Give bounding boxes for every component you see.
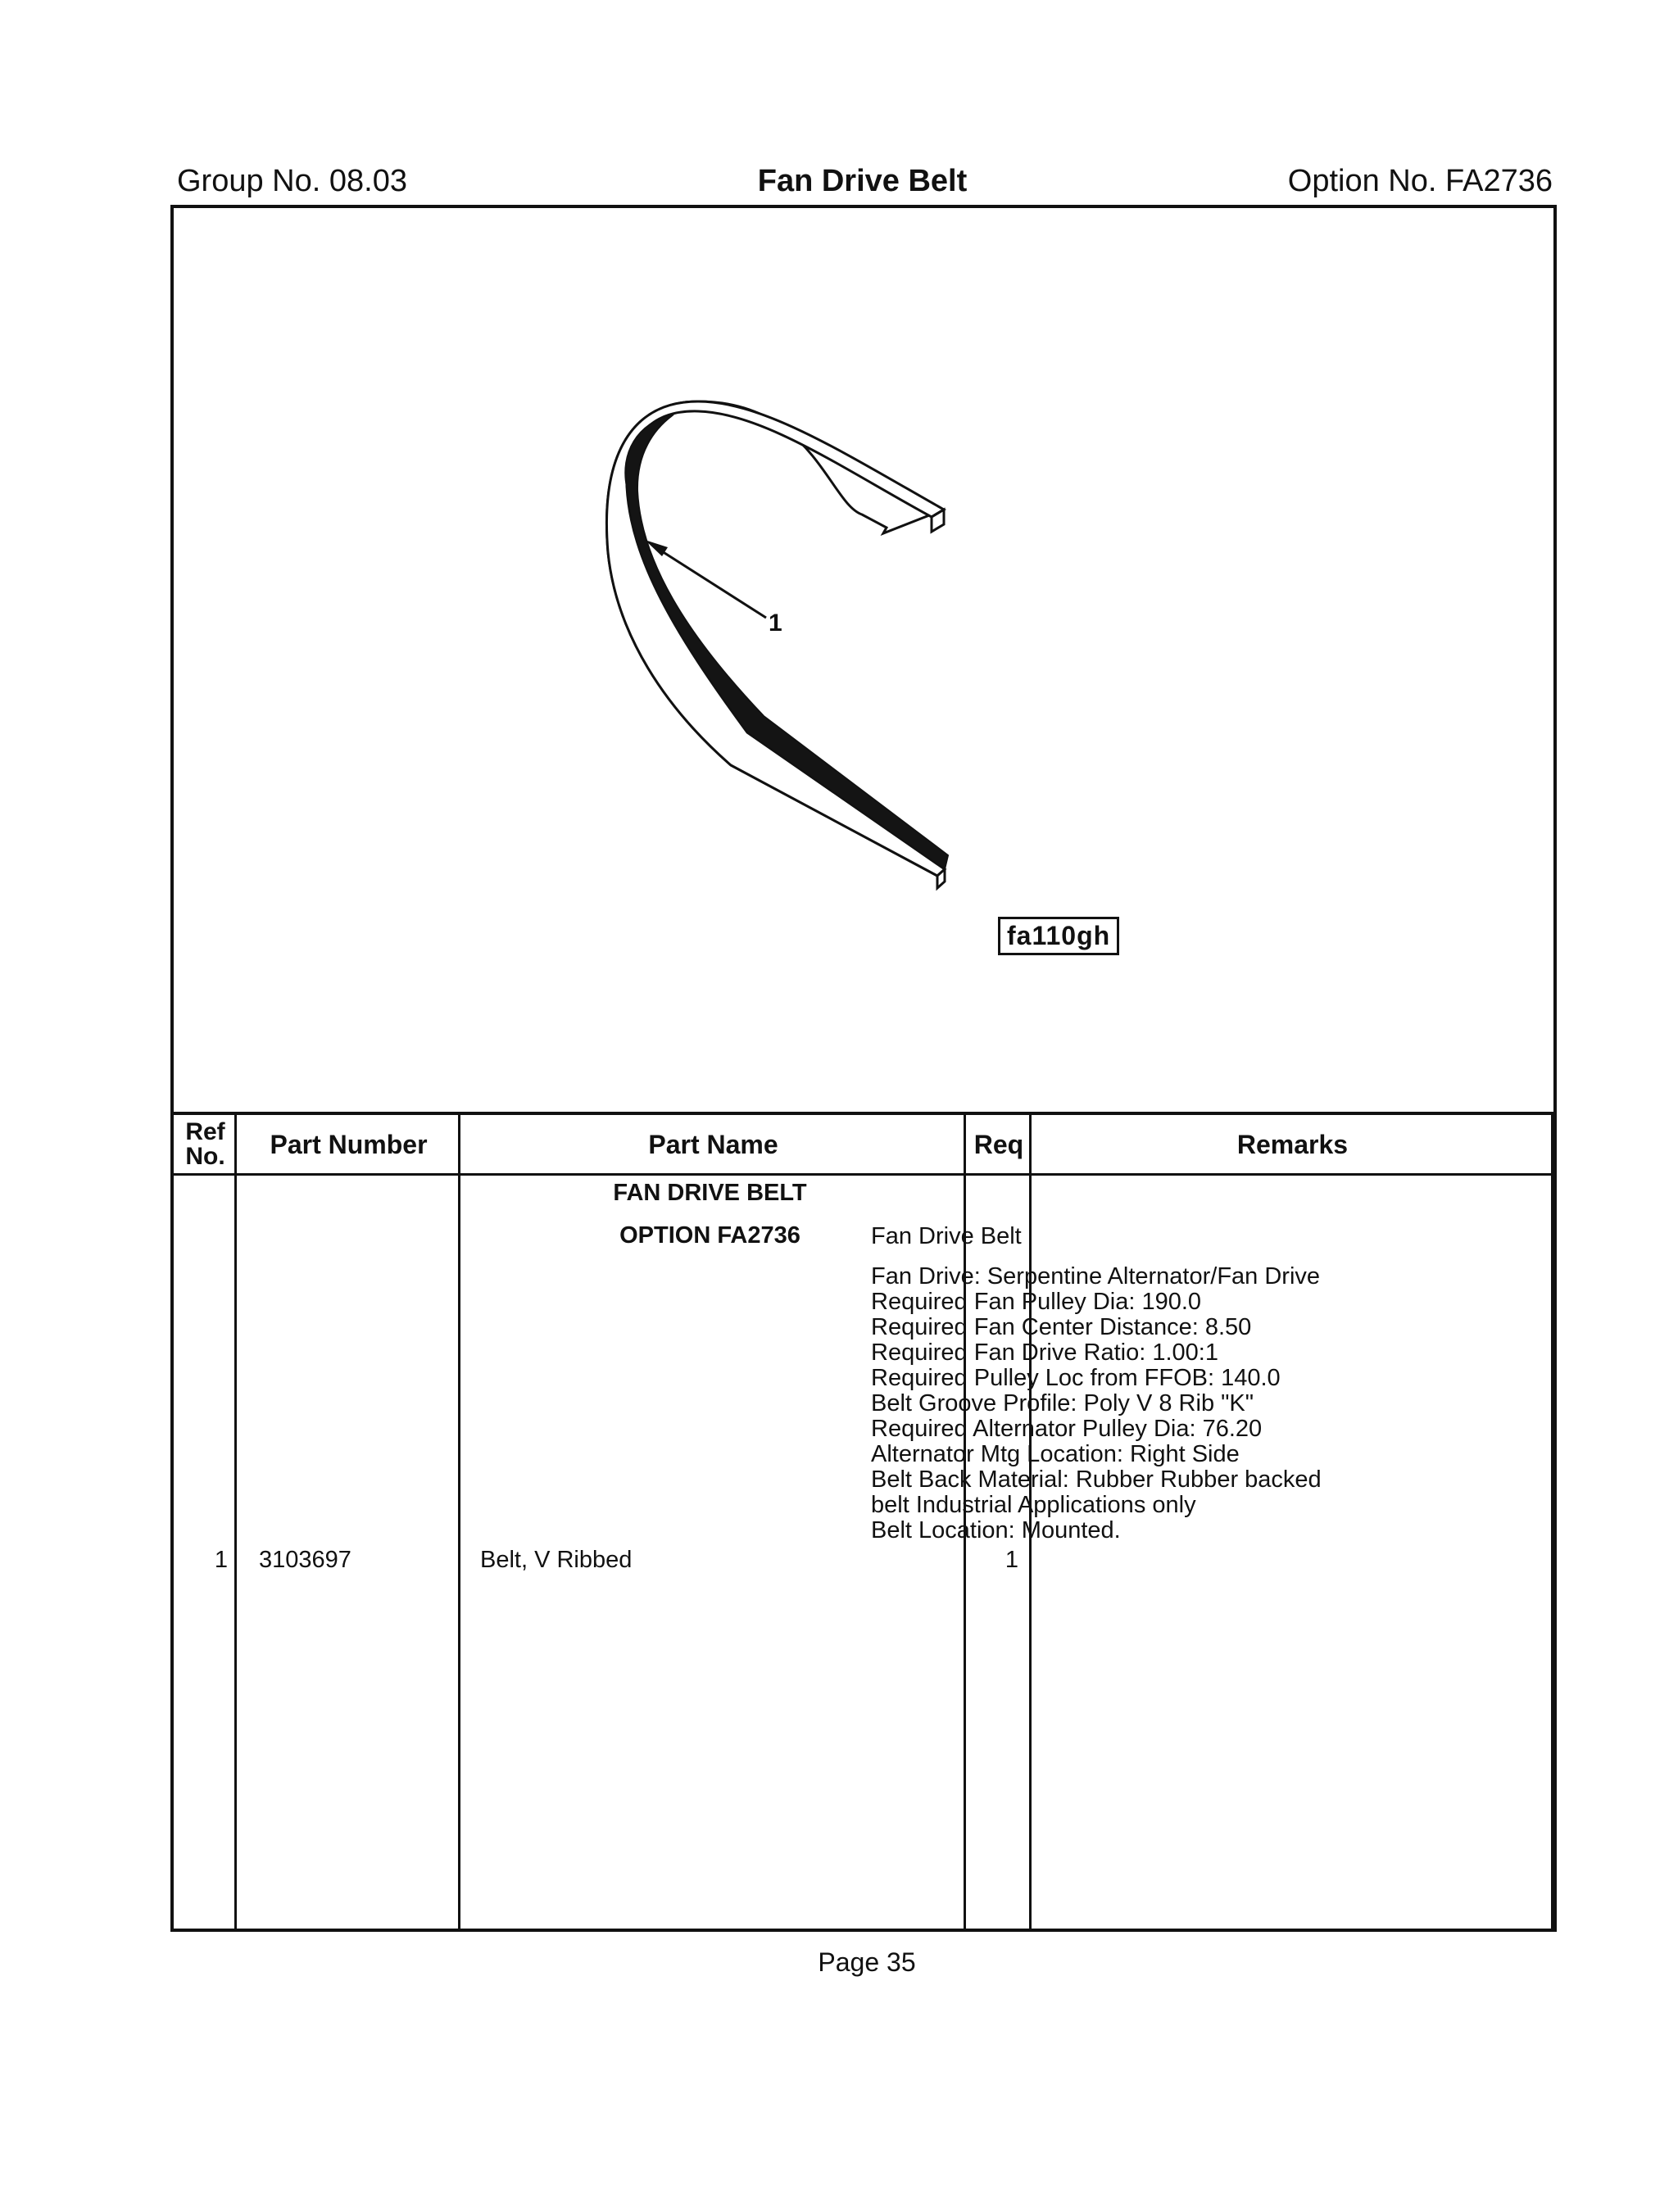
remarks-line: Alternator Mtg Location: Right Side (871, 1441, 1240, 1467)
figure-id-label: fa110gh (998, 917, 1119, 955)
remarks-line: belt Industrial Applications only (871, 1492, 1196, 1518)
remarks-line: Fan Drive: Serpentine Alternator/Fan Drive (871, 1263, 1321, 1290)
remarks-line: Belt Groove Profile: Poly V 8 Rib "K" (871, 1390, 1254, 1416)
page-title: Fan Drive Belt (757, 164, 968, 198)
remarks-line: Required Fan Drive Ratio: 1.00:1 (871, 1339, 1218, 1366)
row-req: 1 (1005, 1547, 1018, 1573)
header-ref-line2: No. (185, 1142, 225, 1170)
parts-frame (170, 205, 1557, 1932)
remarks-line: Required Pulley Loc from FFOB: 140.0 (871, 1365, 1281, 1391)
header-part-name: Part Name (648, 1129, 778, 1159)
section-option: OPTION FA2736 (619, 1222, 800, 1249)
remarks-line: Required Alternator Pulley Dia: 76.20 (871, 1416, 1263, 1442)
remarks-title: Fan Drive Belt (871, 1223, 1022, 1249)
page-number: Page 35 (818, 1947, 916, 1977)
section-title: FAN DRIVE BELT (613, 1180, 807, 1206)
header-req: Req (973, 1129, 1024, 1159)
header-part-number: Part Number (270, 1129, 428, 1159)
header-remarks: Remarks (1236, 1129, 1349, 1159)
remarks-line: Required Fan Center Distance: 8.50 (871, 1314, 1252, 1340)
remarks-line: Required Fan Pulley Dia: 190.0 (871, 1289, 1202, 1315)
row-ref-no: 1 (214, 1547, 228, 1573)
column-part-number (237, 1115, 460, 1929)
group-number: Group No. 08.03 (177, 164, 407, 198)
page-footer (0, 1947, 1678, 1978)
option-number: Option No. FA2736 (1287, 164, 1553, 198)
remarks-line: Belt Location: Mounted. (871, 1517, 1121, 1543)
callout-number: 1 (769, 610, 782, 637)
figure-area (174, 208, 1553, 1112)
row-part-name: Belt, V Ribbed (480, 1547, 633, 1573)
table-header-row (174, 1115, 1553, 1176)
remarks-list (871, 1264, 1371, 1543)
remarks-line: Belt Back Material: Rubber Rubber backed (871, 1466, 1322, 1493)
column-ref (174, 1115, 237, 1929)
header-ref-no (174, 1115, 237, 1173)
row-part-number: 3103697 (259, 1547, 351, 1573)
page-header (172, 161, 1553, 206)
fan-belt-illustration (174, 208, 1553, 1112)
header-ref-line1: Ref (185, 1117, 225, 1145)
